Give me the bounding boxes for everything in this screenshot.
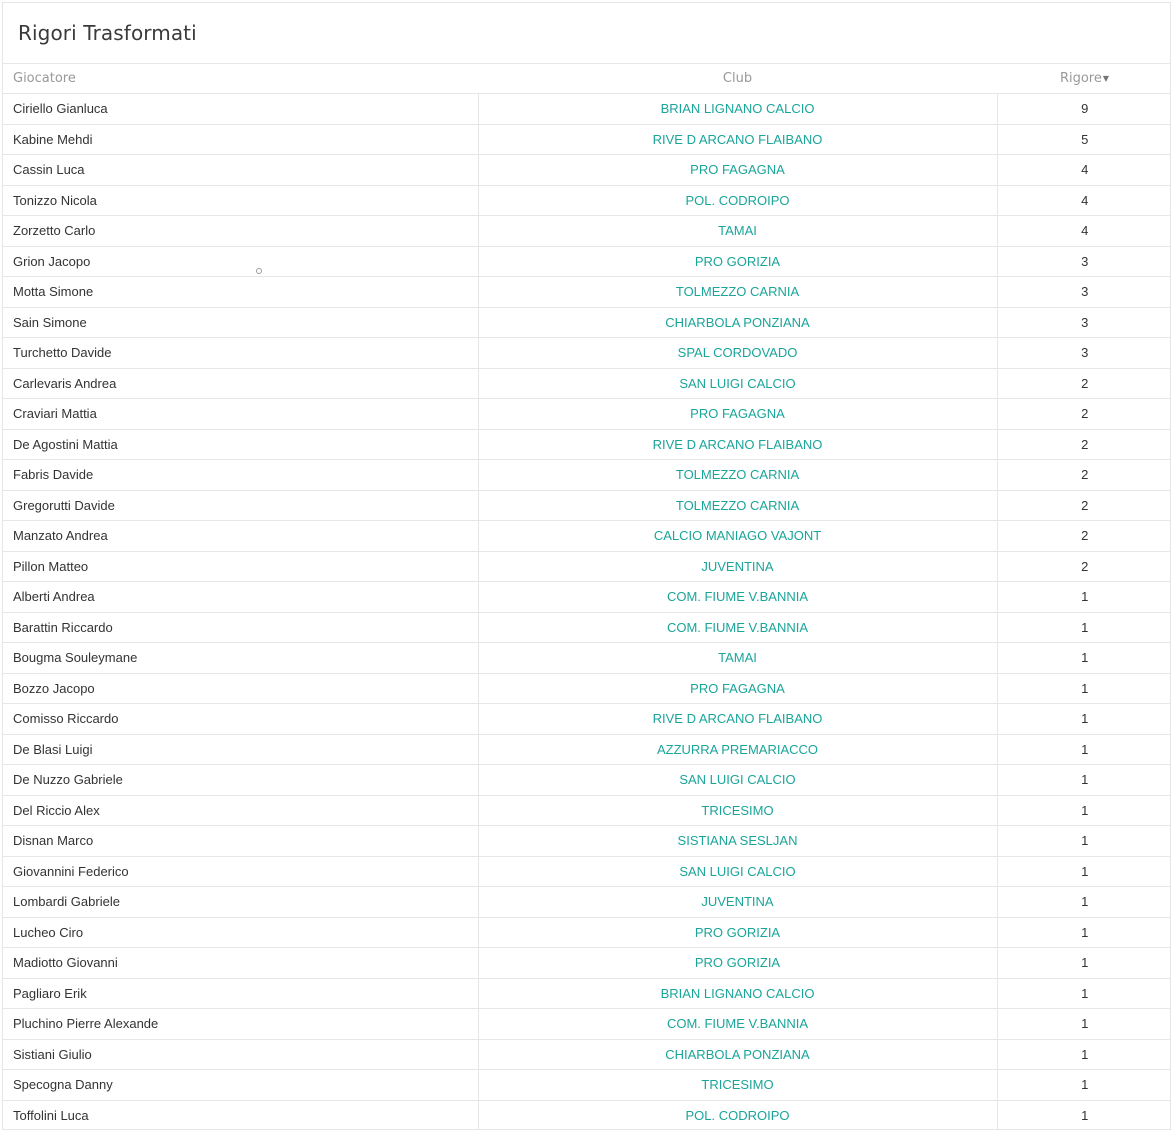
player-name: De Agostini Mattia xyxy=(3,429,478,460)
club-cell xyxy=(478,887,997,918)
table-row xyxy=(3,917,1171,948)
club-link[interactable]: AZZURRA PREMARIACCO xyxy=(656,741,819,757)
column-header-penalties[interactable] xyxy=(997,64,1171,94)
panel-header xyxy=(3,3,1170,64)
table-row xyxy=(3,216,1171,247)
club-cell xyxy=(478,124,997,155)
club-cell xyxy=(478,368,997,399)
penalties-count: 1 xyxy=(997,1070,1171,1101)
penalties-count: 1 xyxy=(997,582,1171,613)
penalties-count: 9 xyxy=(997,94,1171,125)
penalties-count: 5 xyxy=(997,124,1171,155)
player-name: De Nuzzo Gabriele xyxy=(3,765,478,796)
club-link[interactable]: PRO FAGAGNA xyxy=(690,406,785,422)
player-name: Comisso Riccardo xyxy=(3,704,478,735)
player-name: Cassin Luca xyxy=(3,155,478,186)
penalties-count: 1 xyxy=(997,1009,1171,1040)
table-row xyxy=(3,338,1171,369)
player-name: De Blasi Luigi xyxy=(3,734,478,765)
club-cell xyxy=(478,460,997,491)
club-cell xyxy=(478,856,997,887)
club-link[interactable]: TAMAI xyxy=(718,650,757,666)
table-row xyxy=(3,795,1171,826)
club-link[interactable]: COM. FIUME V.BANNIA xyxy=(666,1016,809,1032)
player-name: Manzato Andrea xyxy=(3,521,478,552)
club-cell xyxy=(478,185,997,216)
table-row xyxy=(3,826,1171,857)
club-cell xyxy=(478,307,997,338)
penalties-count: 1 xyxy=(997,704,1171,735)
penalties-count: 4 xyxy=(997,216,1171,247)
player-name: Toffolini Luca xyxy=(3,1100,478,1130)
club-link[interactable]: PRO FAGAGNA xyxy=(690,680,785,696)
penalties-count: 1 xyxy=(997,887,1171,918)
column-header-player[interactable] xyxy=(3,64,478,94)
club-link[interactable]: JUVENTINA xyxy=(701,894,774,910)
club-link[interactable]: POL. CODROIPO xyxy=(685,192,790,208)
table-row xyxy=(3,643,1171,674)
table-row xyxy=(3,277,1171,308)
table-row xyxy=(3,1039,1171,1070)
table-row xyxy=(3,582,1171,613)
player-name: Pagliaro Erik xyxy=(3,978,478,1009)
table-row xyxy=(3,307,1171,338)
penalties-count: 1 xyxy=(997,826,1171,857)
club-cell xyxy=(478,521,997,552)
club-cell xyxy=(478,795,997,826)
club-link[interactable]: PRO GORIZIA xyxy=(694,253,781,269)
penalties-count: 1 xyxy=(997,765,1171,796)
club-link[interactable]: POL. CODROIPO xyxy=(685,1107,790,1123)
player-name: Craviari Mattia xyxy=(3,399,478,430)
club-cell xyxy=(478,1100,997,1130)
club-cell xyxy=(478,338,997,369)
club-cell xyxy=(478,612,997,643)
player-name: Ciriello Gianluca xyxy=(3,94,478,125)
penalties-count: 3 xyxy=(997,277,1171,308)
table-row xyxy=(3,521,1171,552)
player-name: Disnan Marco xyxy=(3,826,478,857)
club-cell xyxy=(478,246,997,277)
column-header-player-label: Giocatore xyxy=(13,71,76,86)
player-name: Gregorutti Davide xyxy=(3,490,478,521)
table-row xyxy=(3,155,1171,186)
penalties-count: 1 xyxy=(997,856,1171,887)
club-cell xyxy=(478,216,997,247)
penalties-count: 2 xyxy=(997,521,1171,552)
table-row xyxy=(3,1009,1171,1040)
club-cell xyxy=(478,551,997,582)
club-link[interactable]: RIVE D ARCANO FLAIBANO xyxy=(652,436,823,452)
club-link[interactable]: RIVE D ARCANO FLAIBANO xyxy=(652,711,823,727)
column-header-penalties-label: Rigore xyxy=(1059,71,1102,86)
player-name: Alberti Andrea xyxy=(3,582,478,613)
club-cell xyxy=(478,582,997,613)
penalties-count: 2 xyxy=(997,368,1171,399)
table-row xyxy=(3,399,1171,430)
club-cell xyxy=(478,429,997,460)
club-cell xyxy=(478,490,997,521)
page-title: Rigori Trasformati xyxy=(18,21,197,45)
player-name: Giovannini Federico xyxy=(3,856,478,887)
player-name: Barattin Riccardo xyxy=(3,612,478,643)
penalties-count: 1 xyxy=(997,1039,1171,1070)
penalties-count: 1 xyxy=(997,917,1171,948)
table-row xyxy=(3,978,1171,1009)
table-row xyxy=(3,673,1171,704)
table-row xyxy=(3,612,1171,643)
club-link[interactable]: SAN LUIGI CALCIO xyxy=(679,772,796,788)
club-link[interactable]: SISTIANA SESLJAN xyxy=(677,833,798,849)
player-name: Bougma Souleymane xyxy=(3,643,478,674)
player-name: Sistiani Giulio xyxy=(3,1039,478,1070)
penalties-count: 3 xyxy=(997,246,1171,277)
penalties-count: 1 xyxy=(997,948,1171,979)
club-cell xyxy=(478,704,997,735)
club-cell xyxy=(478,734,997,765)
player-name: Zorzetto Carlo xyxy=(3,216,478,247)
club-cell xyxy=(478,917,997,948)
table-header-row xyxy=(3,64,1171,94)
club-link[interactable]: COM. FIUME V.BANNIA xyxy=(666,589,809,605)
penalties-count: 1 xyxy=(997,612,1171,643)
table-row xyxy=(3,765,1171,796)
table-row xyxy=(3,124,1171,155)
table-row xyxy=(3,94,1171,125)
club-cell xyxy=(478,978,997,1009)
player-name: Kabine Mehdi xyxy=(3,124,478,155)
player-name: Sain Simone xyxy=(3,307,478,338)
club-cell xyxy=(478,673,997,704)
penalties-count: 4 xyxy=(997,155,1171,186)
club-link[interactable]: BRIAN LIGNANO CALCIO xyxy=(660,101,815,117)
table-body xyxy=(3,94,1171,1131)
penalties-table xyxy=(3,64,1171,1130)
player-name: Motta Simone xyxy=(3,277,478,308)
table-row xyxy=(3,1100,1171,1130)
club-link[interactable]: TAMAI xyxy=(718,223,757,239)
player-name: Fabris Davide xyxy=(3,460,478,491)
penalties-count: 1 xyxy=(997,978,1171,1009)
club-cell xyxy=(478,399,997,430)
club-cell xyxy=(478,277,997,308)
penalties-count: 1 xyxy=(997,734,1171,765)
scorers-panel xyxy=(2,2,1171,1130)
penalties-count: 1 xyxy=(997,1100,1171,1130)
mouse-cursor-icon xyxy=(256,268,262,274)
player-name: Bozzo Jacopo xyxy=(3,673,478,704)
table-row xyxy=(3,734,1171,765)
player-name: Pluchino Pierre Alexande xyxy=(3,1009,478,1040)
penalties-count: 4 xyxy=(997,185,1171,216)
player-name: Turchetto Davide xyxy=(3,338,478,369)
player-name: Lucheo Ciro xyxy=(3,917,478,948)
club-link[interactable]: CALCIO MANIAGO VAJONT xyxy=(653,528,822,544)
club-cell xyxy=(478,1070,997,1101)
club-link[interactable]: TOLMEZZO CARNIA xyxy=(675,497,800,513)
penalties-count: 2 xyxy=(997,490,1171,521)
club-cell xyxy=(478,155,997,186)
club-link[interactable]: RIVE D ARCANO FLAIBANO xyxy=(652,131,823,147)
club-link[interactable]: BRIAN LIGNANO CALCIO xyxy=(660,985,815,1001)
penalties-count: 3 xyxy=(997,338,1171,369)
player-name: Grion Jacopo xyxy=(3,246,478,277)
club-cell xyxy=(478,826,997,857)
penalties-count: 2 xyxy=(997,460,1171,491)
table-row xyxy=(3,368,1171,399)
club-link[interactable]: COM. FIUME V.BANNIA xyxy=(666,619,809,635)
club-link[interactable]: TOLMEZZO CARNIA xyxy=(675,467,800,483)
player-name: Specogna Danny xyxy=(3,1070,478,1101)
player-name: Del Riccio Alex xyxy=(3,795,478,826)
club-link[interactable]: JUVENTINA xyxy=(701,558,774,574)
club-link[interactable]: SPAL CORDOVADO xyxy=(677,345,798,361)
club-link[interactable]: TOLMEZZO CARNIA xyxy=(675,284,800,300)
penalties-count: 2 xyxy=(997,399,1171,430)
club-link[interactable]: PRO FAGAGNA xyxy=(690,162,785,178)
player-name: Madiotto Giovanni xyxy=(3,948,478,979)
table-row xyxy=(3,460,1171,491)
player-name: Lombardi Gabriele xyxy=(3,887,478,918)
table-row xyxy=(3,551,1171,582)
penalties-count: 1 xyxy=(997,673,1171,704)
penalties-count: 1 xyxy=(997,643,1171,674)
club-link[interactable]: TRICESIMO xyxy=(701,802,774,818)
club-link[interactable]: PRO GORIZIA xyxy=(694,955,781,971)
club-cell xyxy=(478,1039,997,1070)
table-row xyxy=(3,246,1171,277)
club-link[interactable]: SAN LUIGI CALCIO xyxy=(679,375,796,391)
table-row xyxy=(3,429,1171,460)
penalties-count: 2 xyxy=(997,429,1171,460)
penalties-count: 3 xyxy=(997,307,1171,338)
club-cell xyxy=(478,643,997,674)
column-header-club-label: Club xyxy=(722,71,753,86)
club-cell xyxy=(478,94,997,125)
club-link[interactable]: CHIARBOLA PONZIANA xyxy=(665,314,810,330)
club-link[interactable]: TRICESIMO xyxy=(701,1077,774,1093)
penalties-count: 2 xyxy=(997,551,1171,582)
penalties-count: 1 xyxy=(997,795,1171,826)
table-row xyxy=(3,185,1171,216)
club-link[interactable]: PRO GORIZIA xyxy=(694,924,781,940)
table-row xyxy=(3,887,1171,918)
player-name: Pillon Matteo xyxy=(3,551,478,582)
table-row xyxy=(3,856,1171,887)
club-link[interactable]: SAN LUIGI CALCIO xyxy=(679,863,796,879)
club-link[interactable]: CHIARBOLA PONZIANA xyxy=(665,1046,810,1062)
club-cell xyxy=(478,1009,997,1040)
table-row xyxy=(3,1070,1171,1101)
table-row xyxy=(3,490,1171,521)
sort-down-icon: ▼ xyxy=(1102,74,1110,83)
club-cell xyxy=(478,765,997,796)
player-name: Tonizzo Nicola xyxy=(3,185,478,216)
player-name: Carlevaris Andrea xyxy=(3,368,478,399)
club-cell xyxy=(478,948,997,979)
column-header-club[interactable] xyxy=(478,64,997,94)
table-row xyxy=(3,704,1171,735)
table-row xyxy=(3,948,1171,979)
